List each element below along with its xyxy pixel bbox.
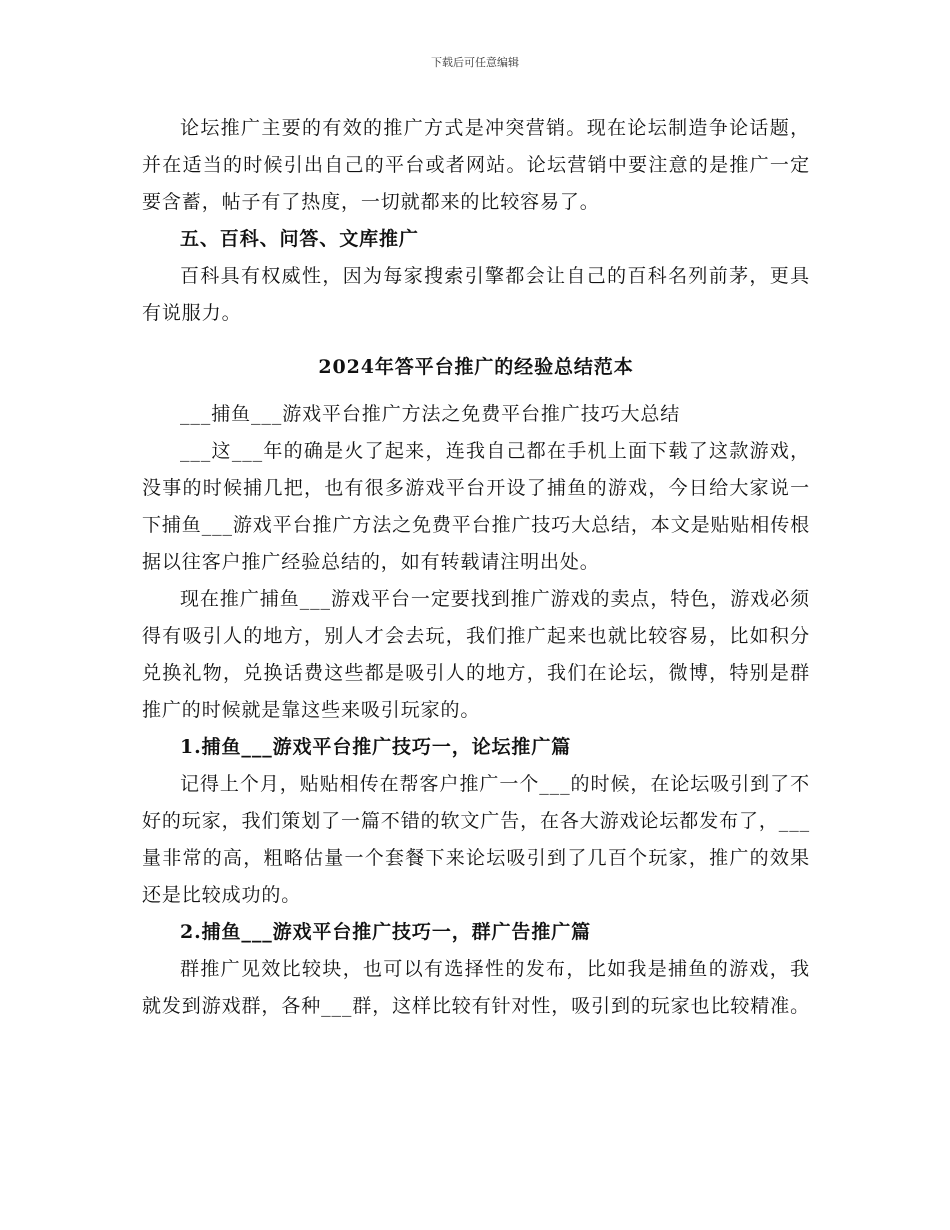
document-body (142, 110, 810, 1025)
section-heading-group: 2.捕鱼___游戏平台推广技巧一，群广告推广篇 (180, 921, 592, 943)
paragraph-selling-points: 现在推广捕鱼___游戏平台一定要找到推广游戏的卖点，特色，游戏必须得有吸引人的地方，别人才会去玩，我们推广起来也就比较容易，比如积分兑换礼物，兑换话费这些都是吸引人的地方，我们在论坛，微博，特别是群推广的时候就是靠这些来吸引玩家的。 (142, 588, 810, 721)
section-heading-forum: 1.捕鱼___游戏平台推广技巧一，论坛推广篇 (180, 736, 572, 758)
paragraph-group-ads: 群推广见效比较块，也可以有选择性的发布，比如我是捕鱼的游戏，我就发到游戏群，各种___群，这样比较有针对性，吸引到的玩家也比较精准。 (142, 958, 811, 1017)
page-header: 下载后可任意编辑 (431, 56, 519, 69)
document-title: 2024年答平台推广的经验总结范本 (318, 356, 634, 378)
paragraph-intro: ___这___年的确是火了起来，连我自己都在手机上面下载了这款游戏，没事的时候捕几把，也有很多游戏平台开设了捕鱼的游戏，今日给大家说一下捕鱼___游戏平台推广方法之免费平台推广技巧大总结，本文是贴贴相传根据以往客户推广经验总结的，如有转载请注明出处。 (142, 440, 811, 573)
paragraph-forum-case: 记得上个月，贴贴相传在帮客户推广一个___的时候，在论坛吸引到了不好的玩家，我们策划了一篇不错的软文广告，在各大游戏论坛都发布了，___量非常的高，粗略估量一个套餐下来论坛吸引到了几百个玩家，推广的效果还是比较成功的。 (142, 773, 811, 906)
paragraph-forum-marketing: 论坛推广主要的有效的推广方式是冲突营销。现在论坛制造争论话题，并在适当的时候引出自己的平台或者网站。论坛营销中要注意的是推广一定要含蓄，帖子有了热度，一切就都来的比较容易了。 (142, 117, 810, 213)
paragraph-encyclopedia: 百科具有权威性，因为每家搜索引擎都会让自己的百科名列前茅，更具有说服力。 (142, 265, 810, 324)
section-heading-encyclopedia: 五、百科、问答、文库推广 (180, 228, 419, 250)
paragraph-subtitle: ___捕鱼___游戏平台推广方法之免费平台推广技巧大总结 (180, 403, 681, 425)
